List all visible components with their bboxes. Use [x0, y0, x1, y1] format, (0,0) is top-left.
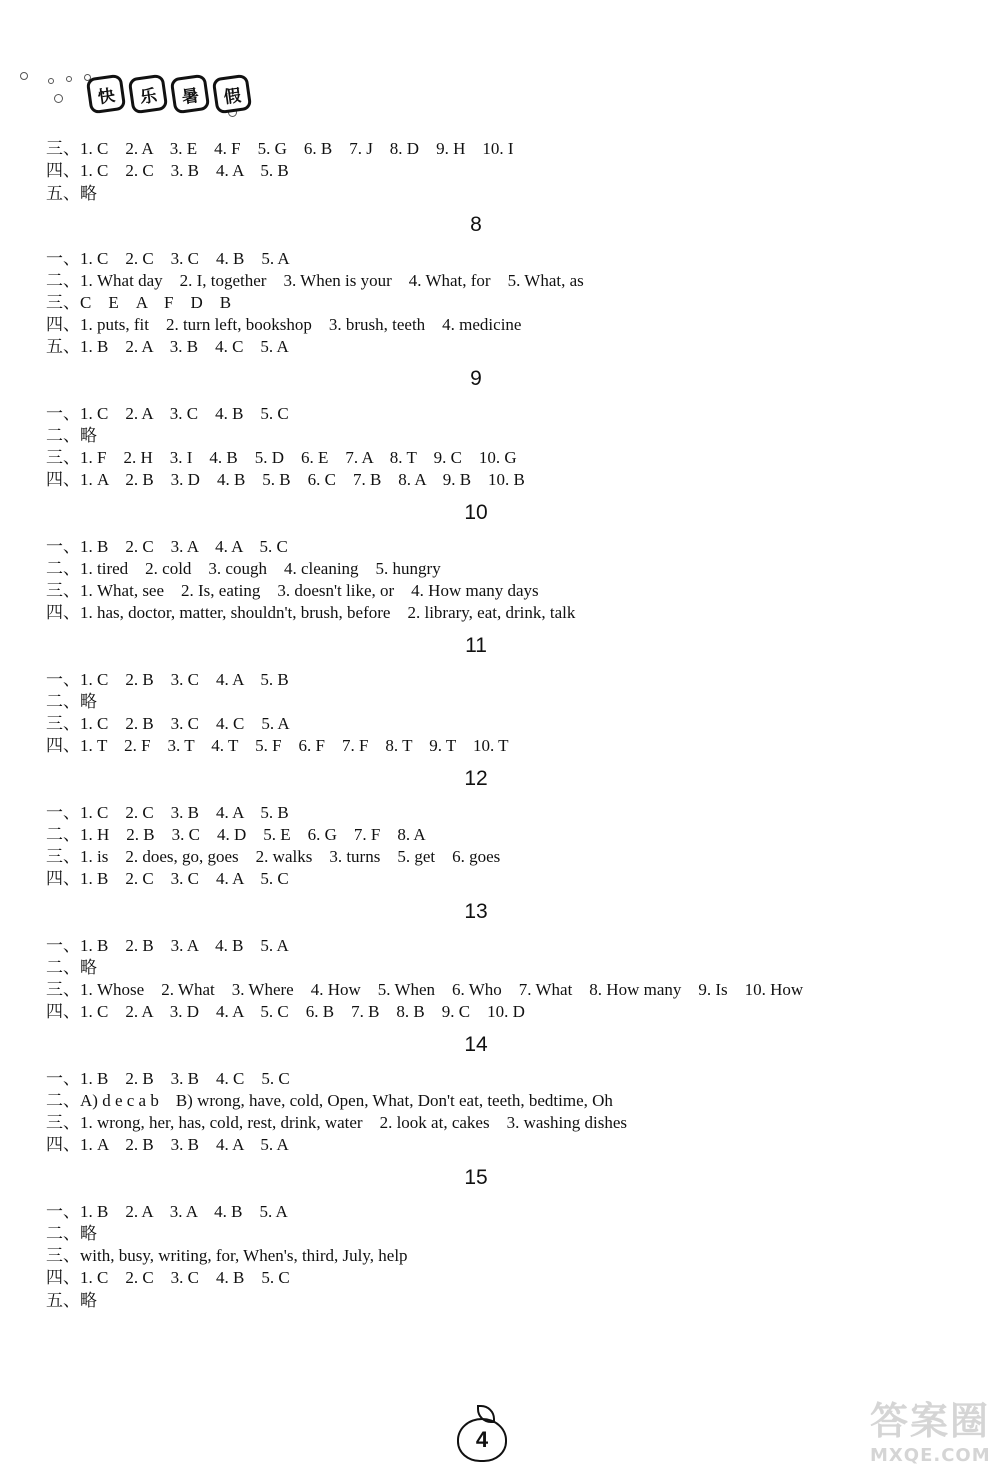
- answer-line: 四、1. T 2. F 3. T 4. T 5. F 6. F 7. F 8. T 9. T 10. T: [46, 736, 509, 755]
- answer-line: 四、1. C 2. C 3. C 4. B 5. C: [46, 1268, 290, 1287]
- logo-glyph: 暑: [170, 74, 211, 115]
- answer-line: 一、1. B 2. A 3. A 4. B 5. A: [46, 1202, 288, 1221]
- answer-line: 三、1. is 2. does, go, goes 2. walks 3. turns 5. get 6. goes: [46, 847, 501, 866]
- answer-line: 四、1. C 2. C 3. B 4. A 5. B: [46, 161, 289, 180]
- answer-line: 二、1. H 2. B 3. C 4. D 5. E 6. G 7. F 8. A: [46, 825, 426, 844]
- logo-glyph: 快: [86, 74, 127, 115]
- answer-line: 二、略: [46, 1224, 97, 1243]
- section-heading: 10: [464, 501, 488, 524]
- answer-line: 五、略: [46, 1291, 97, 1310]
- answer-line: 一、1. C 2. C 3. B 4. A 5. B: [46, 803, 289, 822]
- answer-line: 四、1. A 2. B 3. D 4. B 5. B 6. C 7. B 8. A 9. B 10. B: [46, 470, 525, 489]
- answer-line: 二、略: [46, 692, 97, 711]
- answer-line: 一、1. B 2. B 3. A 4. B 5. A: [46, 936, 289, 955]
- header-logo: [18, 70, 248, 120]
- section-heading: 15: [464, 1166, 488, 1189]
- answer-line: 一、1. B 2. C 3. A 4. A 5. C: [46, 537, 288, 556]
- section-heading: 8: [470, 213, 482, 236]
- answer-line: 二、略: [46, 426, 97, 445]
- watermark: [870, 1390, 991, 1466]
- section-heading: 14: [464, 1033, 488, 1056]
- answer-line: 四、1. B 2. C 3. C 4. A 5. C: [46, 869, 289, 888]
- answer-line: 四、1. has, doctor, matter, shouldn't, brush, before 2. library, eat, drink, talk: [46, 603, 576, 622]
- answer-line: 三、1. F 2. H 3. I 4. B 5. D 6. E 7. A 8. T 9. C 10. G: [46, 448, 517, 467]
- answer-line: 三、1. What, see 2. Is, eating 3. doesn't like, or 4. How many days: [46, 581, 539, 600]
- answer-line: 二、1. tired 2. cold 3. cough 4. cleaning 5. hungry: [46, 559, 441, 578]
- answer-line: 四、1. puts, fit 2. turn left, bookshop 3. brush, teeth 4. medicine: [46, 315, 522, 334]
- answer-line: 二、略: [46, 958, 97, 977]
- logo-glyph: 乐: [128, 74, 169, 115]
- watermark-logo: 答案圈: [870, 1399, 991, 1443]
- answer-line: 一、1. C 2. C 3. C 4. B 5. A: [46, 249, 290, 268]
- section-heading: 11: [465, 634, 487, 657]
- answer-line: 二、A) d e c a b B) wrong, have, cold, Open, What, Don't eat, teeth, bedtime, Oh: [46, 1091, 613, 1110]
- answer-line: 五、略: [46, 184, 97, 203]
- section-heading: 12: [464, 767, 488, 790]
- answer-line: 三、with, busy, writing, for, When's, third, July, help: [46, 1246, 408, 1265]
- answer-line: 二、1. What day 2. I, together 3. When is your 4. What, for 5. What, as: [46, 271, 584, 290]
- answer-line: 三、1. wrong, her, has, cold, rest, drink, water 2. look at, cakes 3. washing dishes: [46, 1113, 627, 1132]
- answer-line: 四、1. A 2. B 3. B 4. A 5. A: [46, 1135, 289, 1154]
- answer-line: 三、C E A F D B: [46, 293, 232, 312]
- page-number: 4: [457, 1418, 507, 1462]
- answer-line: 一、1. C 2. A 3. C 4. B 5. C: [46, 404, 289, 423]
- logo-glyph: 假: [212, 74, 253, 115]
- section-heading: 13: [464, 900, 488, 923]
- answer-line: 五、1. B 2. A 3. B 4. C 5. A: [46, 337, 289, 356]
- answer-line: 一、1. B 2. B 3. B 4. C 5. C: [46, 1069, 290, 1088]
- answer-line: 三、1. Whose 2. What 3. Where 4. How 5. When 6. Who 7. What 8. How many 9. Is 10. How: [46, 980, 804, 999]
- answer-line: 三、1. C 2. A 3. E 4. F 5. G 6. B 7. J 8. D 9. H 10. I: [46, 139, 514, 158]
- section-heading: 9: [470, 367, 482, 390]
- answer-line: 三、1. C 2. B 3. C 4. C 5. A: [46, 714, 290, 733]
- answer-line: 四、1. C 2. A 3. D 4. A 5. C 6. B 7. B 8. B 9. C 10. D: [46, 1002, 525, 1021]
- answer-line: 一、1. C 2. B 3. C 4. A 5. B: [46, 670, 289, 689]
- watermark-url: MXQE.COM: [870, 1445, 991, 1466]
